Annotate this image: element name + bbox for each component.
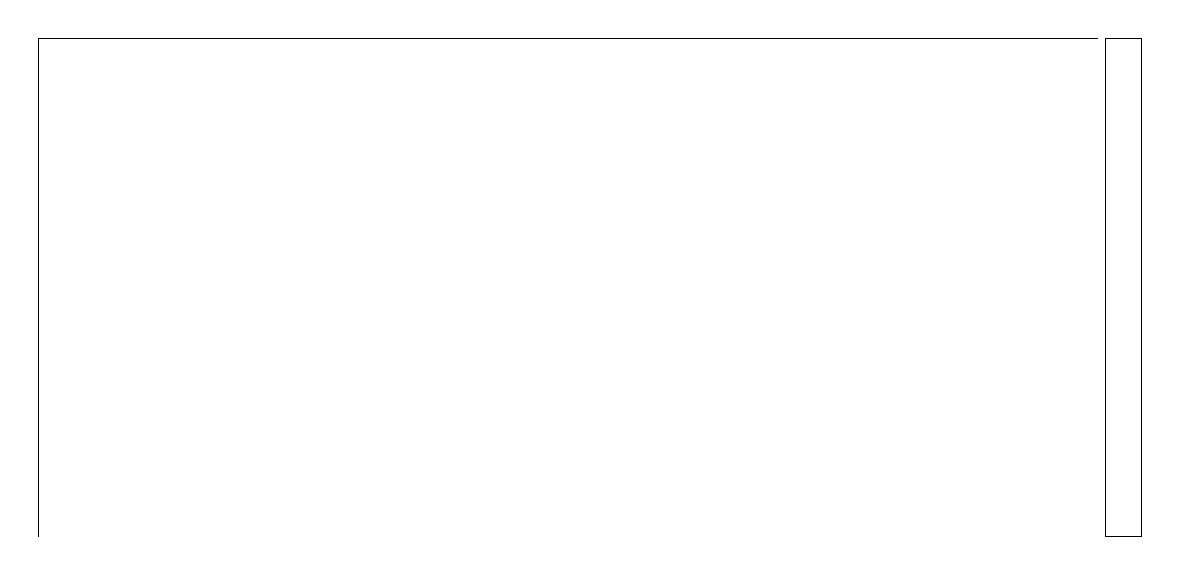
heatmap-grid xyxy=(38,38,1098,537)
y-axis-labels xyxy=(0,38,32,537)
colorbar xyxy=(1105,38,1142,537)
x-axis-labels xyxy=(38,541,1098,561)
